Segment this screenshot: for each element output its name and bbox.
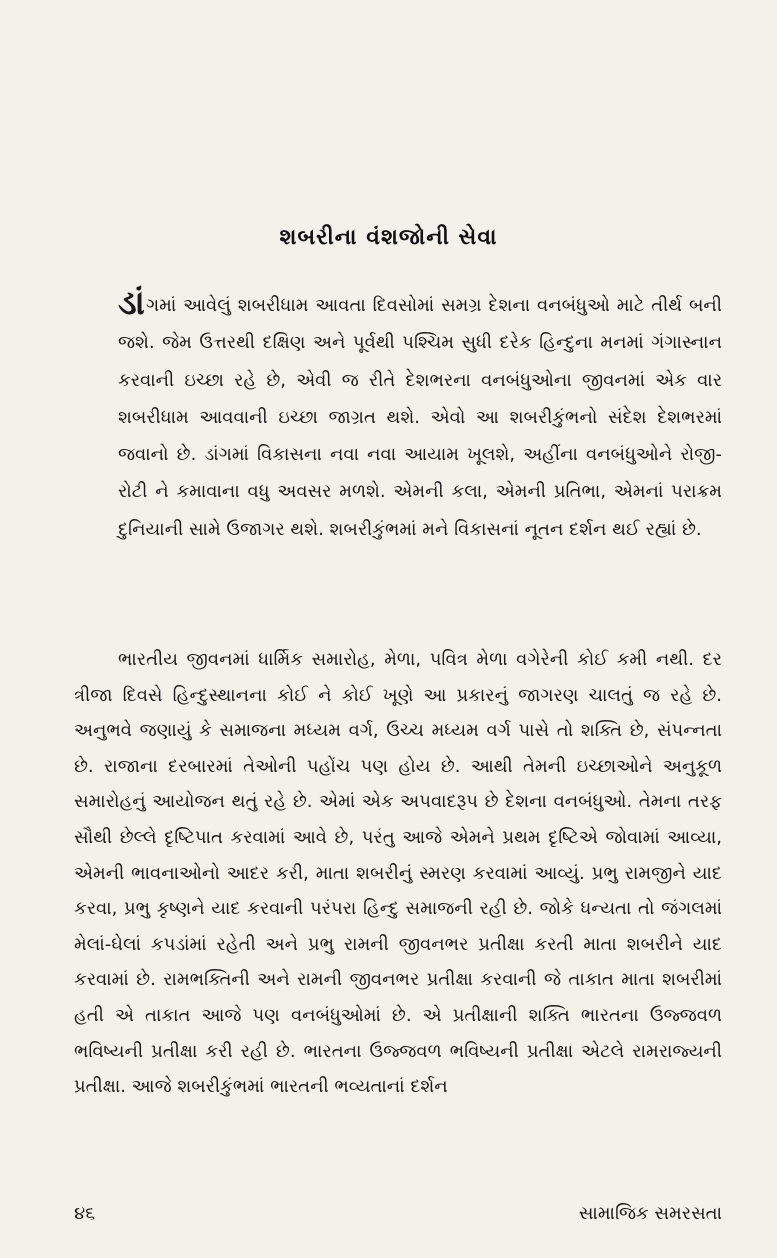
book-title-footer: સામાજિક સમરસતા xyxy=(578,1203,722,1224)
drop-cap: ડાં xyxy=(118,283,145,323)
paragraph-2: ભારતીય જીવનમાં ધાર્મિક સમારોહ, મેળા, પવિત્ર મેળા વગેરેની કોઈ કમી નથી. દર ત્રીજા દિવસે હિન્દુસ્થાનના કોઈ ને કોઈ ખૂણે આ પ્રકારનું જાગરણ ચાલતું જ રહે છે. અનુભવે જણાયું કે સમાજના મધ્યમ વર્ગ, ઉચ્ચ મધ્યમ વર્ગ પાસે તો શક્તિ છે, સંપન્નતા છે. રાજાના દરબારમાં તેઓની પહોંચ પણ હોય છે. આથી તેમની ઇચ્છાઓને અનુકૂળ સમારોહનું આયોજન થતું રહે છે. એમાં એક અપવાદરૂપ છે દેશના વનબંધુઓ. તેમના તરફ સૌથી છેલ્લે દૃષ્ટિપાત કરવામાં આવે છે, પરંતુ આજે એમને પ્રથમ દૃષ્ટિએ જોવામાં આવ્યા, એમની ભાવનાઓનો આદર કરી, માતા શબરીનું સ્મરણ કરવામાં આવ્યું. પ્રભુ રામજીને યાદ કરવા, પ્રભુ કૃષ્ણને યાદ કરવાની પરંપરા હિન્દુ સમાજની રહી છે. જોકે ધન્યતા તો જંગલમાં મેલાં-ઘેલાં કપડાંમાં રહેતી અને પ્રભુ રામની જીવનભર પ્રતીક્ષા કરતી માતા શબરીને યાદ કરવામાં છે. રામભક્તિની અને રામની જીવનભર પ્રતીક્ષા કરવાની જે તાકાત માતા શબરીમાં હતી એ તાકાત આજે પણ વનબંધુઓમાં છે. એ પ્રતીક્ષાની શક્તિ ભારતના ઉજ્જવળ ભવિષ્યની પ્રતીક્ષા કરી રહી છે. ભારતના ઉજ્જવળ ભવિષ્યની પ્રતીક્ષા એટલે રામરાજ્યની પ્રતીક્ષા. આજે શબરીકુંભમાં ભારતની ભવ્યતાનાં દર્શન xyxy=(74,649,722,1098)
page-number: ૪૬ xyxy=(74,1203,96,1224)
chapter-title: શબરીના વંશજોની સેવા xyxy=(279,225,498,250)
paragraph-1 xyxy=(118,283,722,548)
paragraph-1-text: ગમાં આવેલું શબરીધામ આવતા દિવસોમાં સમગ્ર દેશના વનબંધુઓ માટે તીર્થ બની જશે. જેમ ઉત્તરથી દક્ષિણ અને પૂર્વથી પશ્ચિમ સુધી દરેક હિન્દુના મનમાં ગંગાસ્નાન કરવાની ઇચ્છા રહે છે, એવી જ રીતે દેશભરના વનબંધુઓના જીવનમાં એક વાર શબરીધામ આવવાની ઇચ્છા જાગ્રત થશે. એવો આ શબરીકુંભનો સંદેશ દેશભરમાં જવાનો છે. ડાંગમાં વિકાસના નવા નવા આયામ ખૂલશે, અહીંના વનબંધુઓને રોજી-રોટી ને કમાવાના વધુ અવસર મળશે. એમની કલા, એમની પ્રતિભા, એમનાં પરાક્રમ દુનિયાની સામે ઉજાગર થશે. શબરીકુંભમાં મને વિકાસનાં નૂતન દર્શન થઈ રહ્યાં છે. xyxy=(118,295,722,540)
page-footer xyxy=(74,1203,722,1224)
